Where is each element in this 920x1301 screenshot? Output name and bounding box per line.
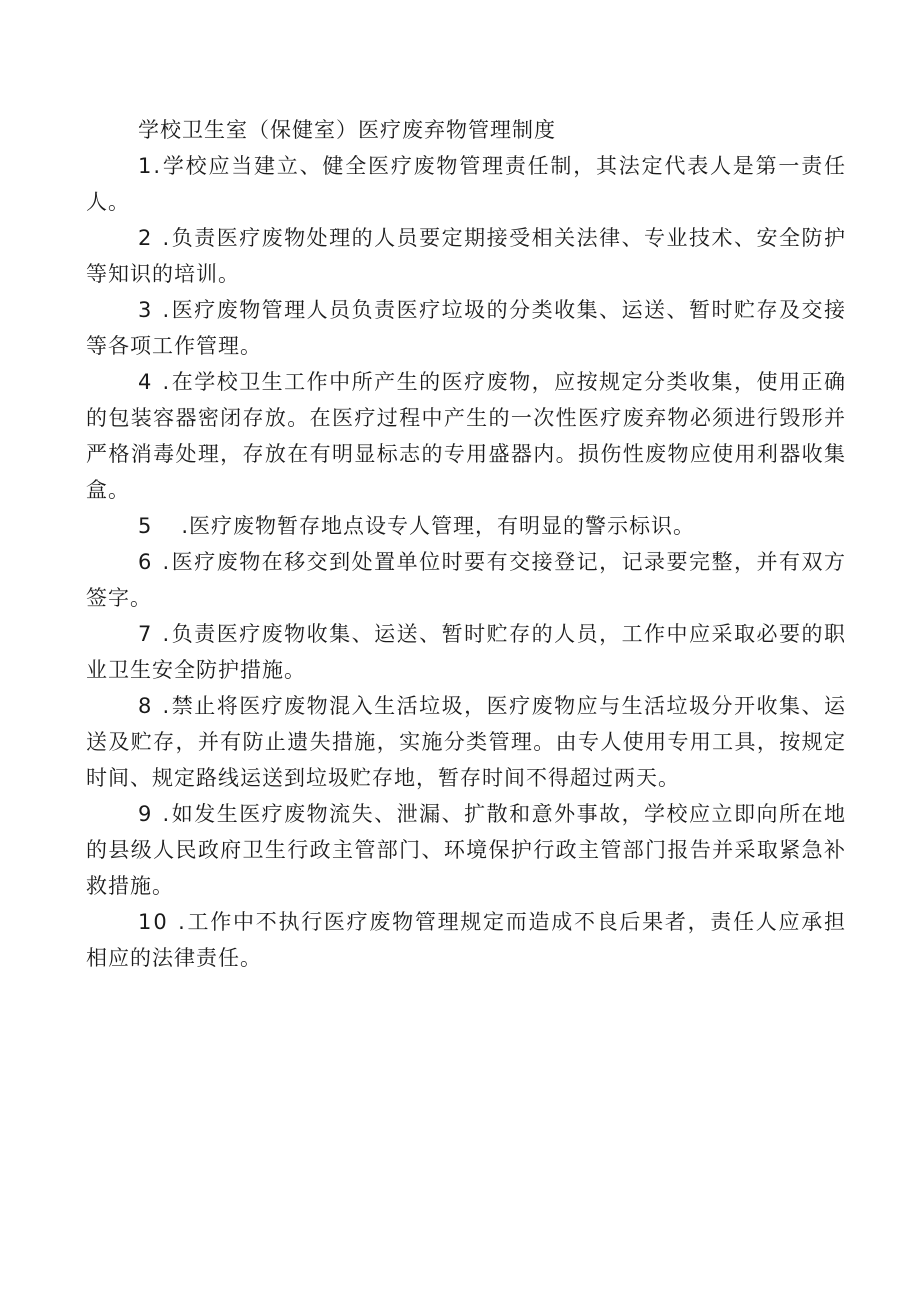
clause-number: 4 . [138,370,172,394]
clause-text: 医疗废物管理人员负责医疗垃圾的分类收集、运送、暂时贮存及交接等各项工作管理。 [86,298,847,358]
clause-number: 1. [138,154,163,178]
clause-item [86,688,846,796]
clause-text: 负责医疗废物收集、运送、暂时贮存的人员，工作中应采取必要的职业卫生安全防护措施。 [86,622,847,682]
clause-text: .医疗废物暂存地点设专人管理，有明显的警示标识。 [181,514,696,538]
clause-item [86,148,846,220]
clause-text: 学校应当建立、健全医疗废物管理责任制，其法定代表人是第一责任人。 [86,154,846,214]
clause-item [86,544,846,616]
document-body [86,112,846,976]
clause-item [86,616,846,688]
clause-text: 如发生医疗废物流失、泄漏、扩散和意外事故，学校应立即向所在地的县级人民政府卫生行政主管部门、环境保护行政主管部门报告并采取紧急补救措施。 [86,802,847,898]
clause-item [86,904,846,976]
clause-number: 8 . [138,694,172,718]
clause-text: 医疗废物在移交到处置单位时要有交接登记，记录要完整，并有双方签字。 [86,550,847,610]
clause-item [86,220,846,292]
clause-item [86,292,846,364]
clause-item [86,796,846,904]
clause-text: 负责医疗废物处理的人员要定期接受相关法律、专业技术、安全防护等知识的培训。 [86,226,847,286]
clause-item [86,364,846,508]
clause-number: 10 . [138,910,187,934]
document-title: 学校卫生室（保健室）医疗废弃物管理制度 [138,118,556,142]
clause-number: 7 . [138,622,172,646]
clause-number: 9 . [138,802,172,826]
clause-number: 6 . [138,550,172,574]
clause-item [86,508,846,544]
clause-text: 禁止将医疗废物混入生活垃圾，医疗废物应与生活垃圾分开收集、运送及贮存，并有防止遗失措施，实施分类管理。由专人使用专用工具，按规定时间、规定路线运送到垃圾贮存地，暂存时间不得超过两天。 [86,694,847,790]
clause-number: 3 . [138,298,172,322]
clause-number: 2 . [138,226,172,250]
clause-text: 工作中不执行医疗废物管理规定而造成不良后果者，责任人应承担相应的法律责任。 [86,910,847,970]
clause-text: 在学校卫生工作中所产生的医疗废物，应按规定分类收集，使用正确的包装容器密闭存放。在医疗过程中产生的一次性医疗废弃物必须进行毁形并严格消毒处理，存放在有明显标志的专用盛器内。损伤性废物应使用利器收集盒。 [86,370,847,502]
clause-number: 5 [138,514,152,538]
